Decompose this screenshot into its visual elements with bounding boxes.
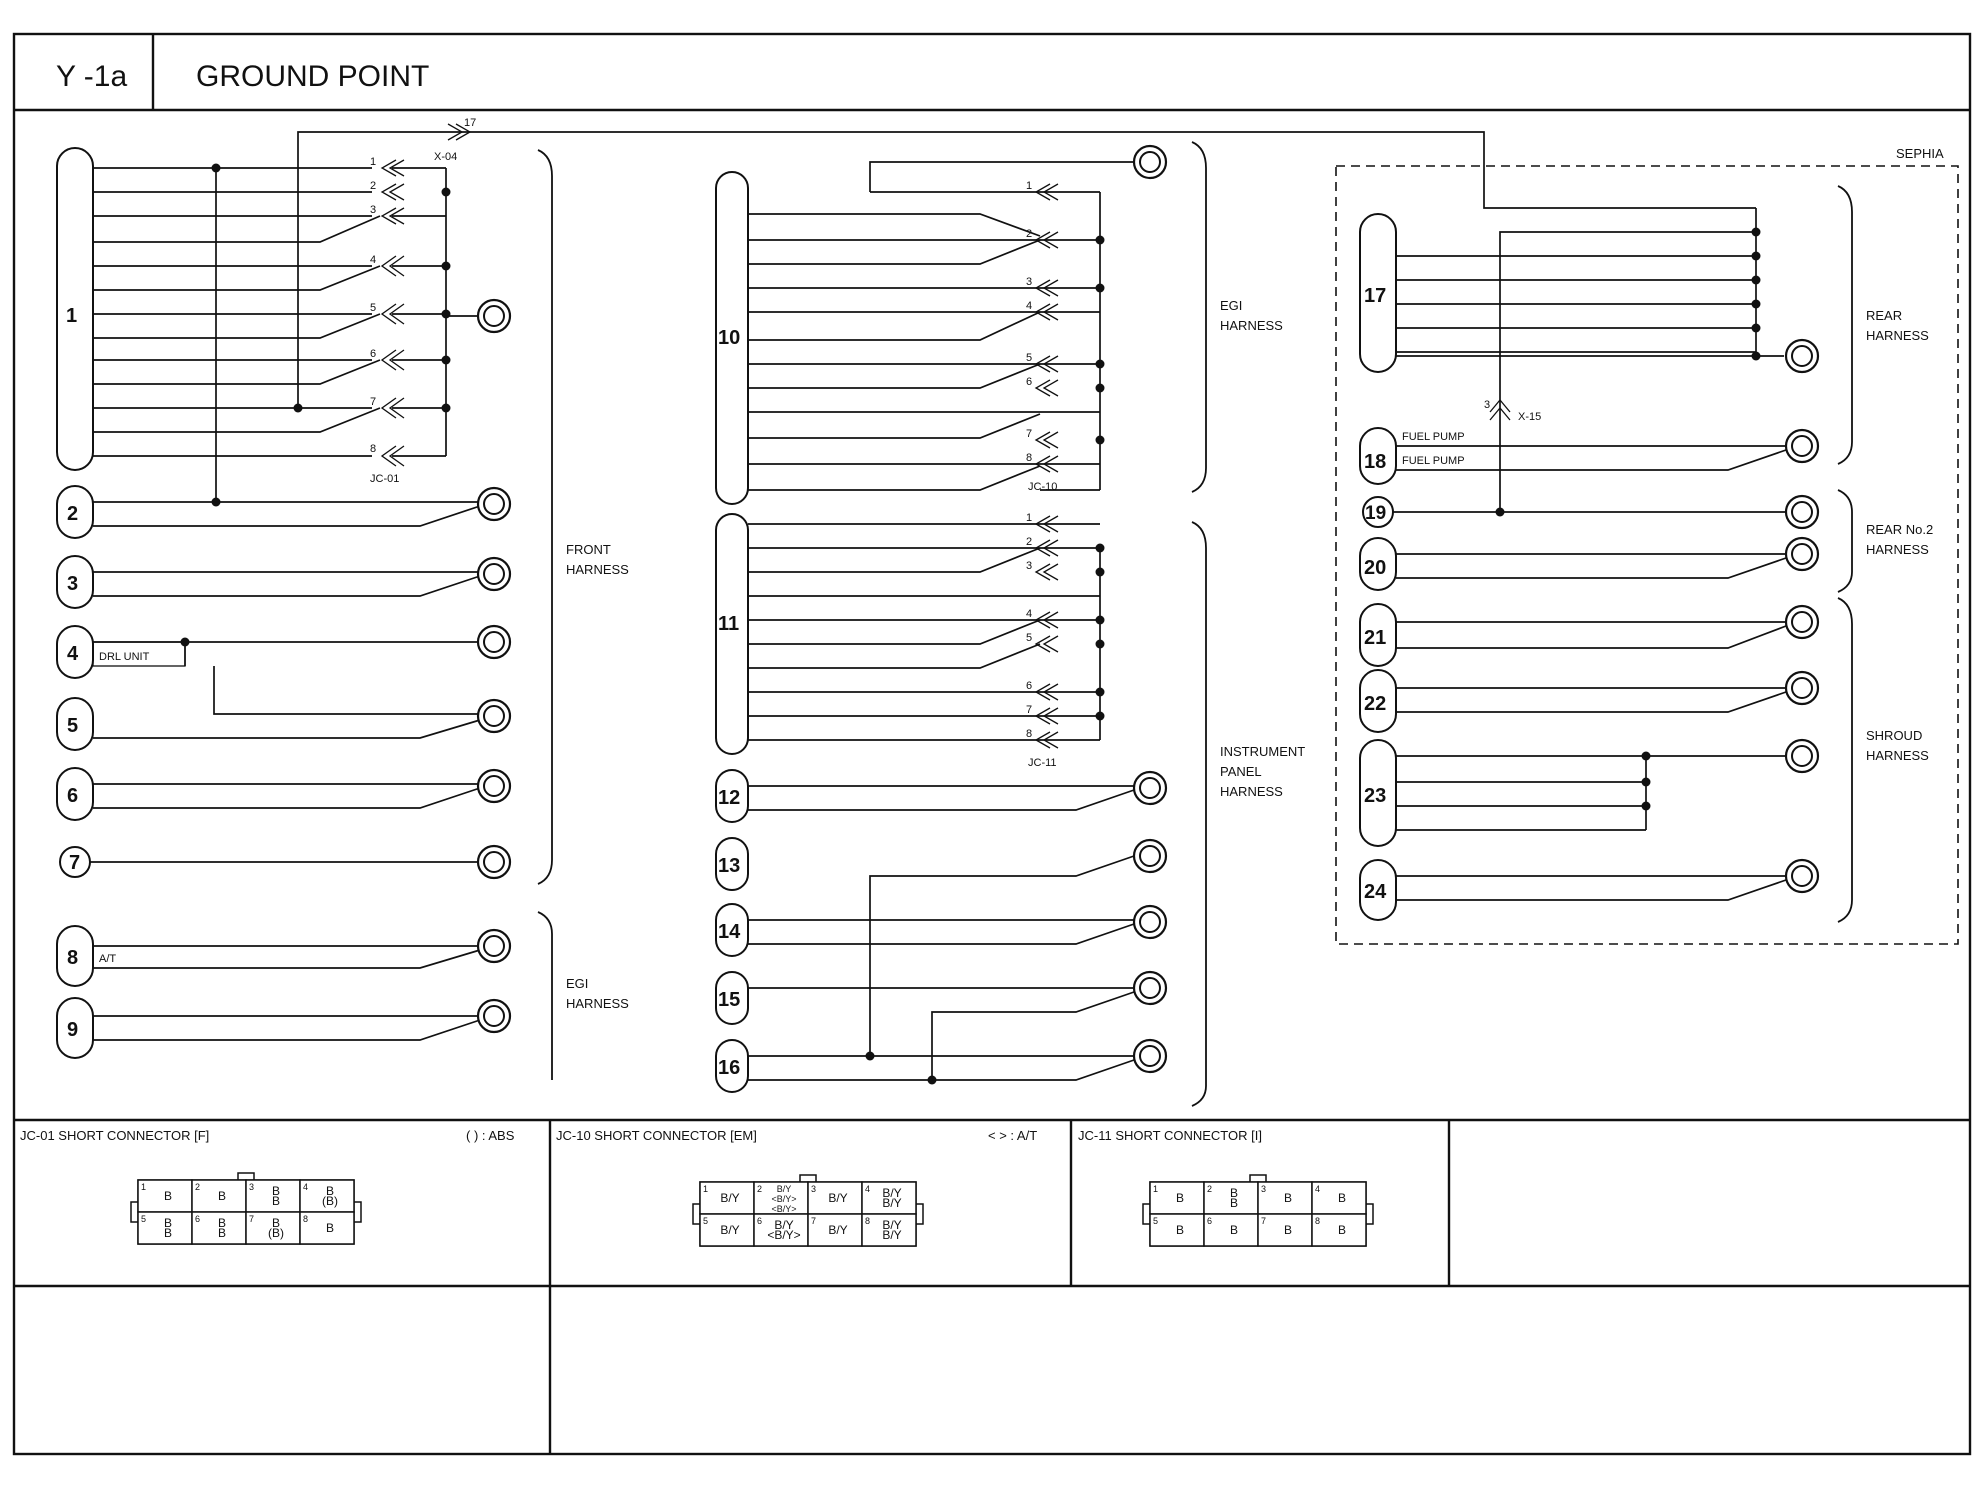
- egi-left-brace: [538, 912, 552, 1080]
- shroud-harness-line2: HARNESS: [1866, 748, 1929, 763]
- connector-1-label: 1: [66, 305, 78, 327]
- jc01-wire-color: B: [217, 1189, 227, 1203]
- front-harness-line2: HARNESS: [566, 562, 629, 577]
- ground-terminal-16: [1134, 1040, 1166, 1072]
- jc11-cavity-number: 7: [1261, 1216, 1267, 1226]
- svg-text:2: 2: [1026, 536, 1033, 548]
- jc10-cavity-number: 1: [703, 1184, 709, 1194]
- jc01-panel-title: JC-01 SHORT CONNECTOR [F]: [20, 1128, 210, 1143]
- jc01-connector-latch-right: [354, 1202, 361, 1222]
- svg-text:5: 5: [1026, 352, 1033, 364]
- jc11-connector-latch-left: [1143, 1204, 1150, 1224]
- ground-terminal-12: [1134, 772, 1166, 804]
- connector-11-wires: [748, 524, 1100, 740]
- connector-13-label: 13: [718, 855, 741, 877]
- jc11-cavity-number: 8: [1315, 1216, 1321, 1226]
- svg-text:3: 3: [1026, 560, 1033, 572]
- egi-left-line2: HARNESS: [566, 996, 629, 1011]
- jc10-wire-color: B/Y: [776, 1184, 792, 1194]
- svg-text:3: 3: [370, 204, 377, 216]
- jc10-panel-note: < > : A/T: [988, 1128, 1038, 1143]
- ground-terminal-6: [478, 770, 510, 802]
- jc10-connector-latch-right: [916, 1204, 923, 1224]
- ground-terminal-23: [1786, 740, 1818, 772]
- svg-text:2: 2: [1026, 228, 1033, 240]
- connector-5-label: 5: [67, 715, 79, 737]
- svg-text:1: 1: [370, 156, 377, 168]
- connector-16-label: 16: [718, 1057, 741, 1079]
- rear-harness-line1: REAR: [1866, 308, 1903, 323]
- ground-terminal-13: [1134, 840, 1166, 872]
- jc01-wire-color: B: [271, 1216, 281, 1230]
- shroud-harness-brace: [1838, 598, 1852, 922]
- ground-terminal-7: [478, 846, 510, 878]
- ground-terminal-10top: [1134, 146, 1166, 178]
- jc01-pinout: [131, 1173, 361, 1244]
- connector-15: [716, 972, 1134, 1080]
- rear2-harness-line1: REAR No.2: [1866, 522, 1934, 537]
- connector-3: [57, 556, 480, 608]
- jc01-wire-color: (B): [268, 1226, 284, 1240]
- jc10-panel-title: JC-10 SHORT CONNECTOR [EM]: [556, 1128, 757, 1143]
- jc10-wire-color: B/Y: [882, 1218, 902, 1232]
- diagram-title: GROUND POINT: [196, 60, 430, 93]
- connector-5: [57, 698, 480, 750]
- jc01-wire-color: B: [271, 1184, 281, 1198]
- connector-15-label: 15: [718, 989, 741, 1011]
- jc10-connector-tab: [800, 1175, 816, 1182]
- svg-text:1: 1: [1026, 180, 1033, 192]
- connector-14-label: 14: [718, 921, 741, 943]
- jc11-wire-color: B: [1283, 1191, 1293, 1205]
- connector-9: [57, 998, 480, 1058]
- connector-16: [716, 1040, 1134, 1092]
- jc11-wire-color: B: [1229, 1186, 1239, 1200]
- ground-terminal-22: [1786, 672, 1818, 704]
- ground-terminal-3: [478, 558, 510, 590]
- at-label: A/T: [99, 953, 117, 965]
- jc01-cavity-number: 1: [141, 1182, 147, 1192]
- jc01-label: JC-01: [370, 473, 400, 485]
- jc01-connector-latch-left: [131, 1202, 138, 1222]
- connector-9-label: 9: [67, 1019, 79, 1041]
- svg-text:2: 2: [370, 180, 377, 192]
- jc11-pinout: [1143, 1175, 1373, 1246]
- jc11-cavity-number: 4: [1315, 1184, 1321, 1194]
- jc01-panel-note: ( ) : ABS: [466, 1128, 515, 1143]
- jc10-cavity-number: 3: [811, 1184, 817, 1194]
- jc10-wire-color: B/Y: [720, 1223, 740, 1237]
- connector-8: [57, 926, 480, 986]
- drl-unit-label: DRL UNIT: [99, 651, 150, 663]
- jc11-label: JC-11: [1028, 757, 1057, 769]
- jc11-cavity-number: 2: [1207, 1184, 1213, 1194]
- x15-pin: 3: [1484, 399, 1491, 411]
- connector-7-label: 7: [69, 852, 81, 874]
- jc01-wire-color: B: [271, 1194, 281, 1208]
- jc01-wire-color: B: [163, 1216, 173, 1230]
- connector-10-label: 10: [718, 327, 741, 349]
- svg-text:6: 6: [1026, 376, 1033, 388]
- ground-terminal-24: [1786, 860, 1818, 892]
- ground-terminal-5: [478, 700, 510, 732]
- x15-label: X-15: [1518, 411, 1542, 423]
- jc11-wire-color: B: [1283, 1223, 1293, 1237]
- svg-text:5: 5: [1026, 632, 1033, 644]
- instrument-line2: PANEL: [1220, 764, 1262, 779]
- ground-terminal-14: [1134, 906, 1166, 938]
- connector-17-label: 17: [1364, 285, 1387, 307]
- connector-11-label: 11: [718, 613, 740, 635]
- connector-23-label: 23: [1364, 785, 1387, 807]
- svg-text:5: 5: [370, 302, 377, 314]
- jc10-label: JC-10: [1028, 481, 1058, 493]
- x04-pin: 17: [464, 117, 477, 129]
- diagram-code: Y -1a: [56, 60, 128, 93]
- connector-2: [57, 486, 480, 538]
- jc01-wire-color: B: [217, 1226, 227, 1240]
- jc01-cavity-number: 3: [249, 1182, 255, 1192]
- connector-6-label: 6: [67, 785, 79, 807]
- jc10-wire-color: B/Y: [882, 1228, 902, 1242]
- svg-text:7: 7: [1026, 704, 1033, 716]
- jc11-wire-color: B: [1175, 1191, 1185, 1205]
- ground-terminal-9: [478, 1000, 510, 1032]
- jc01-wire-color: B: [325, 1221, 335, 1235]
- jc11-cavity-number: 6: [1207, 1216, 1213, 1226]
- svg-text:3: 3: [1026, 276, 1033, 288]
- jc11-chevrons: [1036, 516, 1058, 748]
- jc10-cavity-number: 8: [865, 1216, 871, 1226]
- svg-text:6: 6: [370, 348, 377, 360]
- jc01-wire-color: B: [325, 1184, 335, 1198]
- front-harness-brace: [538, 150, 552, 884]
- jc10-wire-color: B/Y: [828, 1191, 848, 1205]
- ground-terminal-2: [478, 488, 510, 520]
- svg-text:8: 8: [370, 443, 377, 455]
- jc01-wire-color: B: [163, 1189, 173, 1203]
- connector-6: [57, 768, 480, 820]
- jc11-panel-title: JC-11 SHORT CONNECTOR [I]: [1078, 1128, 1262, 1143]
- jc01-wire-color: B: [163, 1226, 173, 1240]
- shroud-harness-line1: SHROUD: [1866, 728, 1923, 743]
- ground-terminal-18: [1786, 430, 1818, 462]
- ground-terminal-21: [1786, 606, 1818, 638]
- connector-7: [60, 847, 480, 877]
- connector-12: [716, 770, 1134, 822]
- connector-13: [716, 838, 1134, 1056]
- connector-21-label: 21: [1364, 627, 1387, 649]
- connector-20-label: 20: [1364, 557, 1387, 579]
- jc11-cavity-number: 1: [1153, 1184, 1159, 1194]
- jc01-cavity-number: 4: [303, 1182, 309, 1192]
- instrument-brace: [1192, 522, 1206, 1106]
- jc10-cavity-number: 2: [757, 1184, 763, 1194]
- svg-text:6: 6: [1026, 680, 1033, 692]
- egi-mid-line2: HARNESS: [1220, 318, 1283, 333]
- connector-22-label: 22: [1364, 693, 1387, 715]
- ground-terminal-19: [1786, 496, 1818, 528]
- svg-text:8: 8: [1026, 452, 1033, 464]
- jc10-cavity-number: 4: [865, 1184, 871, 1194]
- ground-terminal-15: [1134, 972, 1166, 1004]
- fuel-pump-label-2: FUEL PUMP: [1402, 455, 1465, 467]
- sephia-region: [1336, 166, 1958, 944]
- jc10-wire-color: B/Y: [882, 1186, 902, 1200]
- jc01-wire-color: B: [217, 1216, 227, 1230]
- rear-harness-line2: HARNESS: [1866, 328, 1929, 343]
- jc11-wire-color: B: [1337, 1191, 1347, 1205]
- ground-terminal-1: [478, 300, 510, 332]
- svg-text:8: 8: [1026, 728, 1033, 740]
- front-harness-line1: FRONT: [566, 542, 611, 557]
- jc11-wire-color: B: [1229, 1196, 1239, 1210]
- jc10-pin-numbers: [1026, 180, 1032, 464]
- jc01-cavity-number: 2: [195, 1182, 201, 1192]
- jc10-wire-color: B/Y: [882, 1196, 902, 1210]
- jc10-cavity-number: 6: [757, 1216, 763, 1226]
- jc10-cavity-number: 7: [811, 1216, 817, 1226]
- jc11-cavity-number: 3: [1261, 1184, 1267, 1194]
- connector-14: [716, 904, 1134, 956]
- jc11-wire-color: B: [1175, 1223, 1185, 1237]
- jc11-cavity-number: 5: [1153, 1216, 1159, 1226]
- jc01-cavity-number: 8: [303, 1214, 309, 1224]
- jc10-ground-wire: [870, 162, 1134, 192]
- jc11-wire-color: B: [1229, 1223, 1239, 1237]
- jc10-chevrons: [1036, 184, 1058, 472]
- svg-text:4: 4: [1026, 608, 1033, 620]
- jc11-wire-color: B: [1337, 1223, 1347, 1237]
- ground-terminal-8: [478, 930, 510, 962]
- connector-4-label: 4: [67, 643, 79, 665]
- svg-text:4: 4: [370, 254, 377, 266]
- connector-10-wires: [748, 192, 1100, 490]
- jc10-pinout: [693, 1175, 923, 1246]
- svg-text:1: 1: [1026, 512, 1033, 524]
- jc01-pin-lines: [392, 168, 446, 456]
- jc10-wire-color: B/Y: [720, 1191, 740, 1205]
- connector-24-wires: [1396, 876, 1786, 900]
- jc10-wire-color: B/Y: [828, 1223, 848, 1237]
- x04-label: X-04: [434, 151, 458, 163]
- svg-text:7: 7: [1026, 428, 1033, 440]
- instrument-line1: INSTRUMENT: [1220, 744, 1306, 759]
- jc01-cavity-number: 7: [249, 1214, 255, 1224]
- jc10-connector-latch-left: [693, 1204, 700, 1224]
- connector-18-label: 18: [1364, 451, 1387, 473]
- jc10-cavity-number: 5: [703, 1216, 709, 1226]
- egi-left-line1: EGI: [566, 976, 589, 991]
- drl-return-wire: [214, 666, 480, 714]
- jc11-connector-latch-right: [1366, 1204, 1373, 1224]
- instrument-line3: HARNESS: [1220, 784, 1283, 799]
- jc01-cavity-number: 6: [195, 1214, 201, 1224]
- ground-terminal-4: [478, 626, 510, 658]
- fuel-pump-label-1: FUEL PUMP: [1402, 431, 1465, 443]
- connector-2-label: 2: [67, 503, 79, 525]
- connector-20-wires: [1396, 554, 1786, 578]
- connector-21-wires: [1396, 622, 1786, 648]
- connector-12-label: 12: [718, 787, 741, 809]
- jc11-connector-tab: [1250, 1175, 1266, 1182]
- connector-3-label: 3: [67, 573, 79, 595]
- jc01-cavity-number: 5: [141, 1214, 147, 1224]
- connector-22-wires: [1396, 688, 1786, 712]
- jc10-wire-color: <B/Y>: [771, 1204, 797, 1214]
- jc10-wire-color: <B/Y>: [771, 1194, 797, 1204]
- svg-text:4: 4: [1026, 300, 1033, 312]
- connector-8-label: 8: [67, 947, 79, 969]
- svg-text:7: 7: [370, 396, 377, 408]
- connector-23-wires: [1396, 752, 1786, 831]
- connector-1-wires: [93, 168, 380, 456]
- ground-terminal-17: [1786, 340, 1818, 372]
- rear-harness-brace: [1838, 186, 1852, 464]
- egi-mid-line1: EGI: [1220, 298, 1243, 313]
- ground-terminal-20: [1786, 538, 1818, 570]
- jc10-wire-color: B/Y: [774, 1218, 794, 1232]
- connector-24-label: 24: [1364, 881, 1387, 903]
- connector-19-label: 19: [1365, 503, 1387, 524]
- jc10-wire-color: <B/Y>: [767, 1228, 801, 1242]
- jc01-connector-tab: [238, 1173, 254, 1180]
- jc01-chevrons: [382, 160, 404, 466]
- egi-mid-brace: [1192, 142, 1206, 492]
- jc01-wire-color: (B): [322, 1194, 338, 1208]
- rear2-harness-brace: [1838, 490, 1852, 592]
- rear2-harness-line2: HARNESS: [1866, 542, 1929, 557]
- sephia-label: SEPHIA: [1896, 146, 1944, 161]
